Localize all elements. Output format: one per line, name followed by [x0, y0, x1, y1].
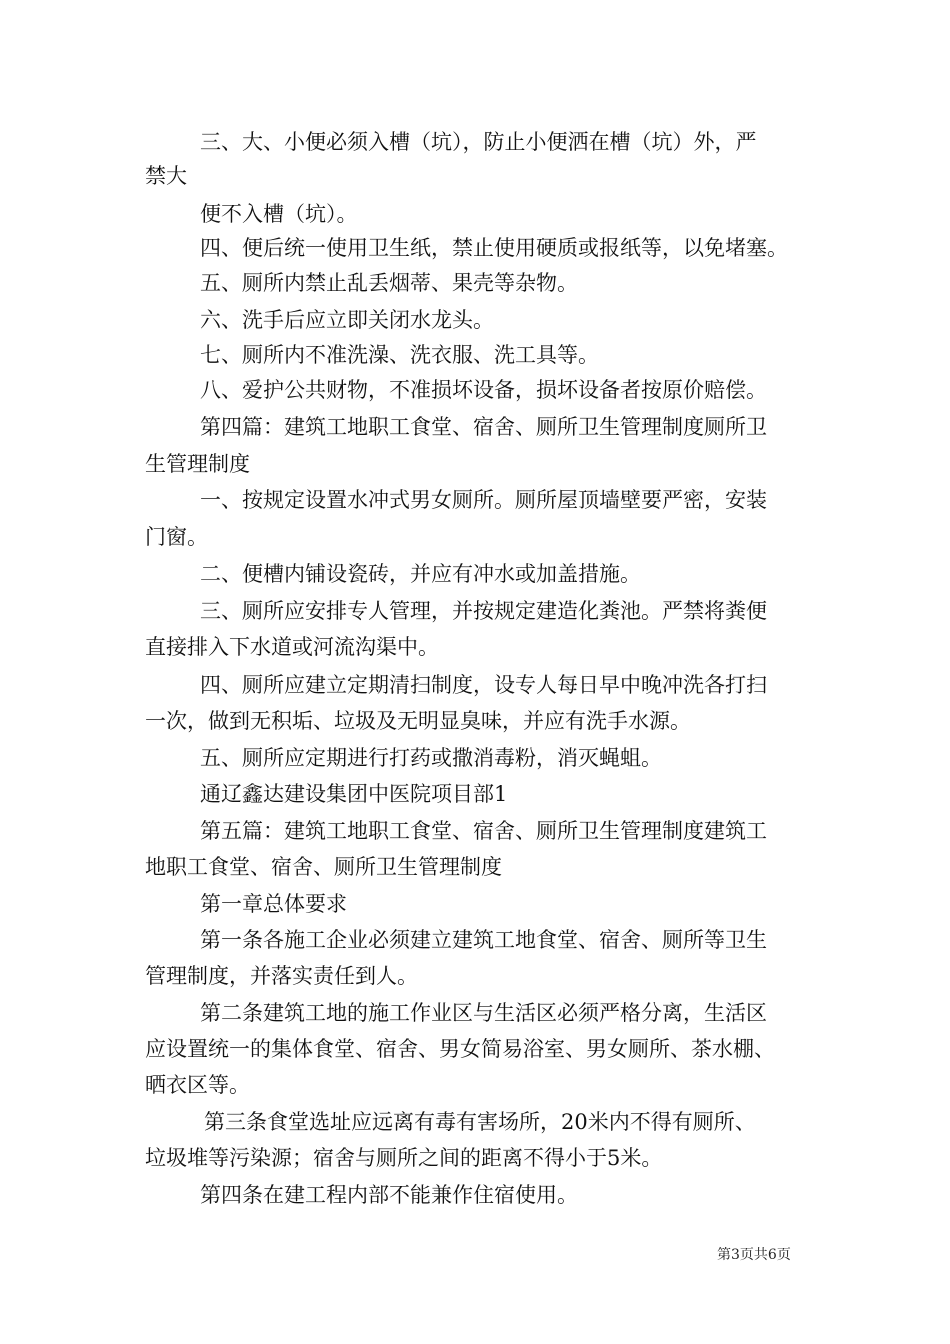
text-line: 门窗。: [145, 525, 208, 549]
text-line: 直接排入下水道或河流沟渠中。: [145, 635, 439, 659]
text-line: 八、爱护公共财物，不准损坏设备，损坏设备者按原价赔偿。: [200, 378, 767, 402]
section-heading: 第五篇：建筑工地职工食堂、宿舍、厕所卫生管理制度建筑工: [200, 819, 767, 843]
text-line: 禁大: [145, 164, 187, 188]
text-line: 二、便槽内铺设瓷砖，并应有冲水或加盖措施。: [200, 562, 641, 586]
text-line: 七、厕所内不准洗澡、洗衣服、洗工具等。: [200, 343, 599, 367]
section-heading: 生管理制度: [145, 452, 250, 476]
chapter-heading: 第一章总体要求: [200, 892, 347, 916]
text-line: 应设置统一的集体食堂、宿舍、男女简易浴室、男女厕所、茶水棚、: [145, 1037, 775, 1061]
text-line: 一次，做到无积垢、垃圾及无明显臭味，并应有洗手水源。: [145, 709, 691, 733]
signature-line: 通辽鑫达建设集团中医院项目部1: [200, 782, 508, 806]
text-line: 晒衣区等。: [145, 1073, 250, 1097]
text-line: 第四条在建工程内部不能兼作住宿使用。: [200, 1183, 578, 1207]
text-line: 第三条食堂选址应远离有毒有害场所，20米内不得有厕所、: [204, 1110, 756, 1134]
text-line: 一、按规定设置水冲式男女厕所。厕所屋顶墙壁要严密，安装: [200, 488, 767, 512]
text-line: 垃圾堆等污染源；宿舍与厕所之间的距离不得小于5米。: [145, 1146, 663, 1170]
text-line: 六、洗手后应立即关闭水龙头。: [200, 308, 494, 332]
text-line: 第一条各施工企业必须建立建筑工地食堂、宿舍、厕所等卫生: [200, 928, 767, 952]
text-line: 三、厕所应安排专人管理，并按规定建造化粪池。严禁将粪便: [200, 599, 767, 623]
text-line: 管理制度，并落实责任到人。: [145, 964, 418, 988]
text-line: 三、大、小便必须入槽（坑），防止小便洒在槽（坑）外，严: [200, 130, 757, 154]
section-heading: 第四篇：建筑工地职工食堂、宿舍、厕所卫生管理制度厕所卫: [200, 415, 767, 439]
text-line: 四、厕所应建立定期清扫制度，设专人每日早中晚冲洗各打扫: [200, 673, 767, 697]
page-number: 第3页共6页: [717, 1247, 791, 1263]
text-line: 五、厕所内禁止乱丢烟蒂、果壳等杂物。: [200, 271, 578, 295]
section-heading: 地职工食堂、宿舍、厕所卫生管理制度: [145, 855, 502, 879]
text-line: 五、厕所应定期进行打药或撒消毒粉，消灭蝇蛆。: [200, 746, 662, 770]
text-line: 第二条建筑工地的施工作业区与生活区必须严格分离，生活区: [200, 1001, 767, 1025]
text-line: 便不入槽（坑）。: [200, 202, 358, 226]
text-line: 四、便后统一使用卫生纸，禁止使用硬质或报纸等，以免堵塞。: [200, 236, 788, 260]
